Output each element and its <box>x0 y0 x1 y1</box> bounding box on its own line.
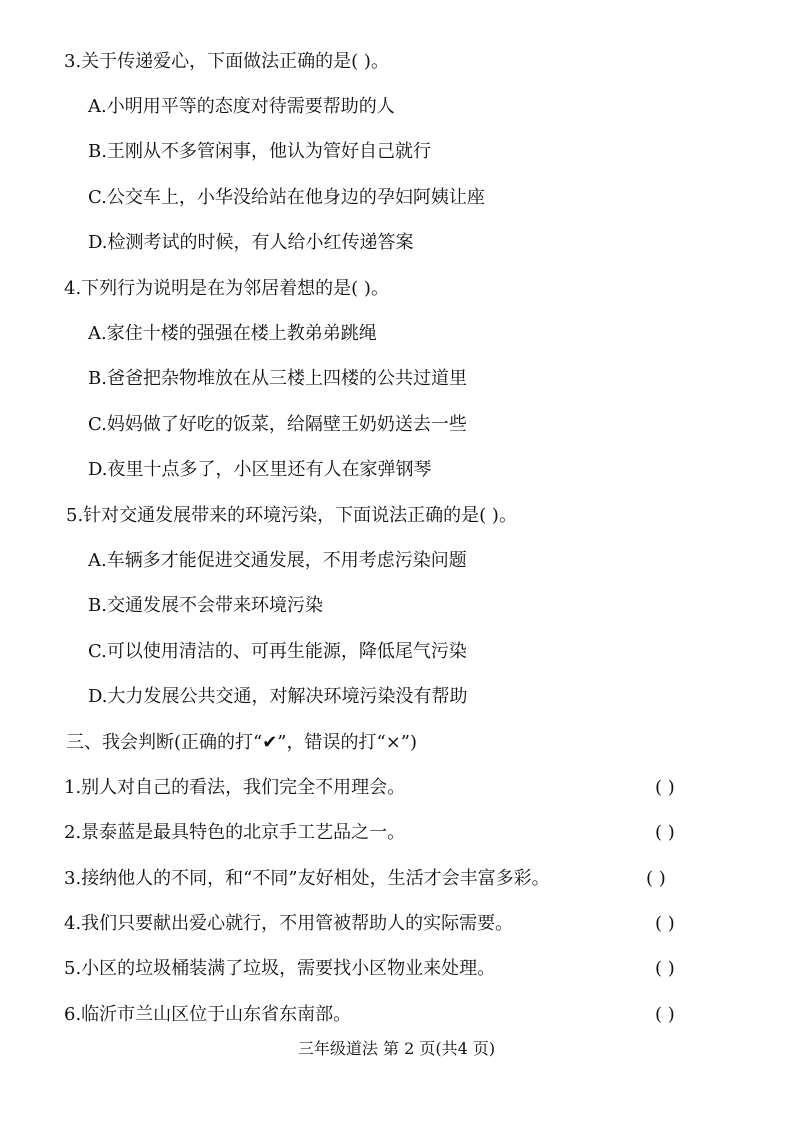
judgement-item-4: 4.我们只要献出爱心就行，不用管被帮助人的实际需要。 <box>64 913 514 934</box>
judgement-item-3: 3.接纳他人的不同，和“不同”友好相处，生活才会丰富多彩。 <box>64 868 550 889</box>
question-4-stem: 4.下列行为说明是在为邻居着想的是( )。 <box>64 278 389 299</box>
judgement-item-1: 1.别人对自己的看法，我们完全不用理会。 <box>64 777 406 798</box>
judgement-answer-blank-4[interactable]: ( ) <box>655 913 675 934</box>
question-4-option-c: C.妈妈做了好吃的饭菜，给隔壁王奶奶送去一些 <box>88 414 467 435</box>
question-4-option-b: B.爸爸把杂物堆放在从三楼上四楼的公共过道里 <box>88 368 467 389</box>
judgement-answer-blank-6[interactable]: ( ) <box>655 1004 675 1025</box>
page-footer: 三年级道法 第 2 页(共4 页) <box>297 1039 496 1058</box>
judgement-answer-blank-3[interactable]: ( ) <box>646 868 666 889</box>
judgement-answer-blank-2[interactable]: ( ) <box>655 822 675 843</box>
judgement-item-5: 5.小区的垃圾桶装满了垃圾，需要找小区物业来处理。 <box>64 958 496 979</box>
question-4-option-d: D.夜里十点多了，小区里还有人在家弹钢琴 <box>88 459 432 480</box>
question-3-stem: 3.关于传递爱心，下面做法正确的是( )。 <box>64 51 389 72</box>
question-3-option-b: B.王刚从不多管闲事，他认为管好自己就行 <box>88 141 431 162</box>
judgement-answer-blank-1[interactable]: ( ) <box>655 777 675 798</box>
question-5-stem: 5.针对交通发展带来的环境污染，下面说法正确的是( )。 <box>66 505 517 526</box>
judgement-answer-blank-5[interactable]: ( ) <box>655 958 675 979</box>
section-3-heading: 三、我会判断(正确的打“✔”，错误的打“×”) <box>66 732 418 753</box>
question-4-option-a: A.家住十楼的强强在楼上教弟弟跳绳 <box>88 323 377 344</box>
judgement-item-6: 6.临沂市兰山区位于山东省东南部。 <box>64 1004 352 1025</box>
question-5-option-a: A.车辆多才能促进交通发展，不用考虑污染问题 <box>88 550 467 571</box>
judgement-item-2: 2.景泰蓝是最具特色的北京手工艺品之一。 <box>64 822 406 843</box>
question-5-option-c: C.可以使用清洁的、可再生能源，降低尾气污染 <box>88 641 467 662</box>
question-3-option-a: A.小明用平等的态度对待需要帮助的人 <box>88 96 395 117</box>
question-5-option-b: B.交通发展不会带来环境污染 <box>88 595 323 616</box>
question-5-option-d: D.大力发展公共交通，对解决环境污染没有帮助 <box>88 686 468 707</box>
question-3-option-d: D.检测考试的时候，有人给小红传递答案 <box>88 232 414 253</box>
question-3-option-c: C.公交车上，小华没给站在他身边的孕妇阿姨让座 <box>88 187 485 208</box>
